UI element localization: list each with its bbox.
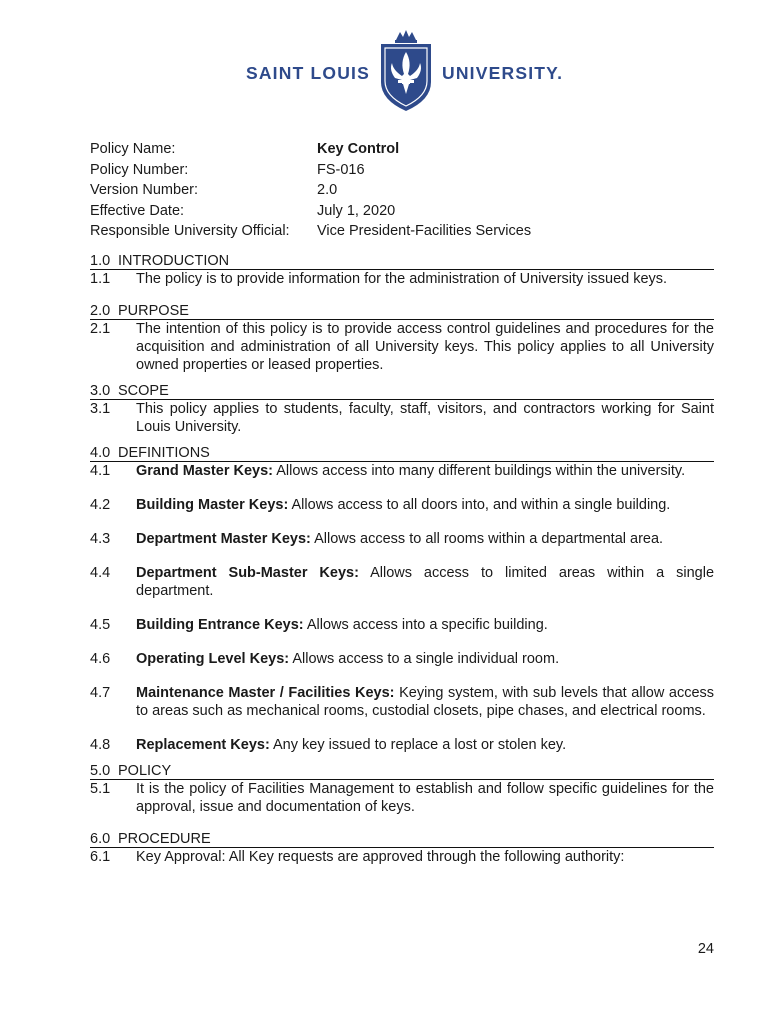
section-number: 2.0	[90, 303, 111, 319]
definition-text: Allows access to all rooms within a departmental area.	[314, 531, 664, 547]
item-text	[136, 462, 714, 480]
definition-text: Allows access to limited areas within a single department.	[136, 565, 715, 599]
section-title: SCOPE	[118, 383, 169, 399]
section-heading-policy	[90, 763, 714, 780]
item-number: 2.1	[90, 321, 111, 337]
section-heading-introduction	[90, 253, 714, 270]
definition-item	[90, 736, 714, 754]
effective-date-label: Effective Date:	[90, 202, 185, 219]
policy-name-row	[90, 139, 531, 160]
section-title: DEFINITIONS	[118, 445, 210, 461]
responsible-official-row	[90, 221, 531, 242]
logo-text-left: SAINT LOUIS	[245, 63, 370, 83]
item-text	[136, 564, 714, 600]
section-heading-definitions	[90, 445, 714, 462]
definition-term: Maintenance Master / Facilities Keys:	[136, 685, 395, 701]
section-number: 6.0	[90, 831, 111, 847]
item-number: 4.6	[90, 651, 111, 667]
logo-text-right: UNIVERSITY.	[442, 63, 564, 83]
section-number: 3.0	[90, 383, 111, 399]
definition-item	[90, 684, 714, 720]
definition-term: Building Entrance Keys:	[136, 617, 304, 633]
item-number: 4.2	[90, 497, 111, 513]
definition-text: Allows access into a specific building.	[306, 617, 548, 633]
item-text: This policy applies to students, faculty, staff, visitors, and contractors working for Saint Louis University.	[136, 401, 714, 435]
item-text: The intention of this policy is to provide access control guidelines and procedures for the acquisition and administration of all University keys. This policy applies to all University owned properties or leased properties.	[136, 321, 714, 373]
item-text	[136, 736, 714, 754]
definition-term: Replacement Keys:	[136, 737, 270, 753]
fleur-de-lis-shield-icon	[378, 30, 434, 112]
section-number: 1.0	[90, 253, 111, 269]
section-title: INTRODUCTION	[118, 253, 230, 269]
list-item	[90, 320, 714, 374]
definition-term: Operating Level Keys:	[136, 651, 290, 667]
responsible-official-value: Vice President-Facilities Services	[317, 223, 532, 239]
list-item	[90, 848, 714, 866]
item-number: 1.1	[90, 271, 111, 287]
definition-item	[90, 496, 714, 514]
effective-date-row	[90, 201, 531, 222]
item-text: It is the policy of Facilities Management to establish and follow specific guidelines for the approval, issue and documentation of keys.	[136, 781, 714, 815]
definition-term: Building Master Keys:	[136, 497, 289, 513]
item-number: 4.1	[90, 463, 111, 479]
item-text	[136, 650, 714, 668]
effective-date-value: July 1, 2020	[317, 202, 396, 219]
section-title: PURPOSE	[118, 303, 189, 319]
item-text: The policy is to provide information for the administration of University issued keys.	[136, 271, 668, 287]
responsible-official-label: Responsible University Official:	[90, 223, 290, 239]
policy-number-value: FS-016	[317, 161, 365, 178]
policy-name-value: Key Control	[317, 141, 400, 157]
definition-item	[90, 616, 714, 634]
definition-item	[90, 564, 714, 600]
definition-term: Department Master Keys:	[136, 531, 311, 547]
item-number: 5.1	[90, 781, 111, 797]
university-logo	[0, 30, 770, 112]
policy-body	[90, 253, 714, 866]
list-item	[90, 270, 714, 288]
item-number: 6.1	[90, 849, 111, 865]
item-number: 4.7	[90, 685, 111, 701]
version-value: 2.0	[317, 182, 338, 198]
item-number: 4.4	[90, 565, 111, 581]
item-text: Key Approval: All Key requests are approved through the following authority:	[136, 849, 625, 865]
section-heading-scope	[90, 383, 714, 400]
definition-term: Department Sub-Master Keys:	[136, 565, 359, 581]
section-heading-procedure	[90, 831, 714, 848]
list-item	[90, 780, 714, 816]
definition-text: Keying system, with sub levels that allow access to areas such as mechanical rooms, custodial closets, pipe chases, and electrical rooms.	[136, 685, 715, 719]
version-row	[90, 180, 531, 201]
section-title: POLICY	[118, 763, 172, 779]
definition-term: Grand Master Keys:	[136, 463, 273, 479]
item-text	[136, 530, 714, 548]
definition-text: Allows access to a single individual room.	[292, 651, 560, 667]
page-number: 24	[697, 941, 714, 957]
definition-text: Allows access into many different buildings within the university.	[276, 463, 686, 479]
item-number: 4.5	[90, 617, 111, 633]
item-number: 4.3	[90, 531, 111, 547]
item-number: 3.1	[90, 401, 111, 417]
definition-text: Allows access to all doors into, and within a single building.	[291, 497, 671, 513]
definition-text: Any key issued to replace a lost or stolen key.	[273, 737, 567, 753]
item-number: 4.8	[90, 737, 111, 753]
section-number: 4.0	[90, 445, 111, 461]
policy-metadata	[90, 139, 531, 242]
item-text	[136, 496, 714, 514]
item-text	[136, 684, 714, 720]
policy-number-label: Policy Number:	[90, 161, 189, 178]
definition-item	[90, 530, 714, 548]
definition-item	[90, 462, 714, 480]
list-item	[90, 400, 714, 436]
section-number: 5.0	[90, 763, 111, 779]
section-title: PROCEDURE	[118, 831, 211, 847]
section-heading-purpose	[90, 303, 714, 320]
policy-number-row	[90, 160, 531, 181]
item-text	[136, 616, 714, 634]
version-label: Version Number:	[90, 182, 198, 198]
policy-name-label: Policy Name:	[90, 141, 176, 157]
definition-item	[90, 650, 714, 668]
